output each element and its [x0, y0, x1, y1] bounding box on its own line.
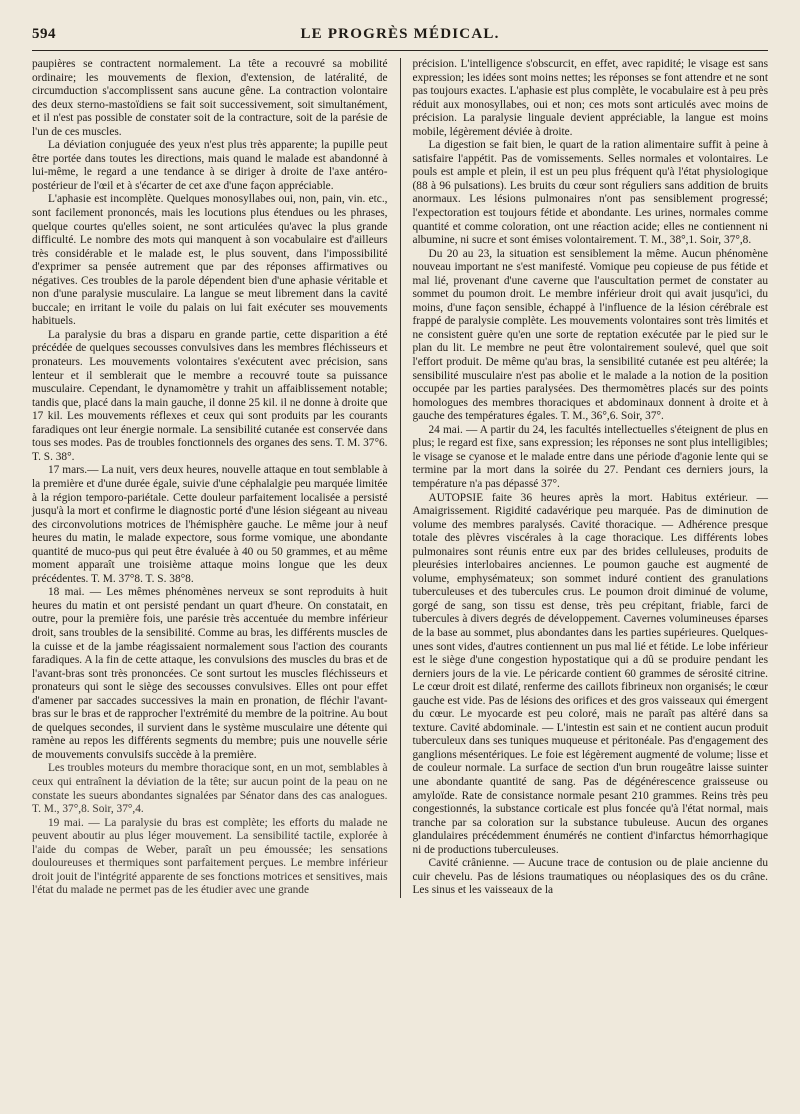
- paragraph: Les troubles moteurs du membre thoracique sont, en un mot, semblables à ceux qui entraînent la déviation de la tête; sur aucun point de la peau on ne constate les sueurs abondantes signalées par Sénator dans des cas analogues. T. M., 37°,8. Soir, 37°,4.: [32, 762, 388, 816]
- running-title: LE PROGRÈS MÉDICAL.: [300, 26, 500, 42]
- paragraph: 19 mai. — La paralysie du bras est complète; les efforts du malade ne peuvent aboutir au plus léger mouvement. La sensibilité tactile, explorée à l'aide du compas de Weber, paraît un peu émoussée; les sensations douloureuses et thermiques sont parfaitement perçues. Le membre inférieur droit jouit de l'intégrité apparente de ses fonctions motrices et sensitives, mais l'état du malade ne permet pas de les étudier avec une grande: [32, 816, 388, 897]
- paragraph: 18 mai. — Les mêmes phénomènes nerveux se sont reproduits à huit heures du matin et ont persisté pendant un quart d'heure. On constatait, en outre, pour la première fois, une parésie très accentuée du membre inférieur droit, sans troubles de la sensibilité. Comme au bras, les différents muscles de la cuisse et de la jambe réagissaient normalement sous l'action des courants faradiques. A la fin de cette attaque, les convulsions des muscles du bras et de l'avant-bras sont très prononcées. Ce sont surtout les muscles fléchisseurs et pronateurs qui sont le siège des secousses convulsives. Elles ont pour effet d'amener par saccades successives la main en pronation, de fléchir l'avant-bras sur le bras et de rapprocher l'extrémité du membre de la poitrine. Au bout de quelques secondes, il survient dans le système musculaire une détente qui ramène au repos les différents segments du membre; puis une nouvelle série de mouvements convulsifs succède à la première.: [32, 586, 388, 761]
- paragraph: L'aphasie est incomplète. Quelques monosyllabes oui, non, pain, vin. etc., sont facilement prononcés, mais les locutions plus étendues ou les phrases, quelque courtes qu'elles soient, ne sont articulées qu'avec la plus grande difficulté. Le nombre des mots qui manquent à son vocabulaire est d'ailleurs très considérable et le malade est, le plus souvent, dans l'impossibilité d'exprimer sa pensée autrement que par des réponses affirmatives ou négatives. Ces troubles de la parole dépendent bien d'une aphasie véritable et non d'une paralysie musculaire. La langue se meut librement dans la cavité buccale; en irritant le voile du palais on lui fait exécuter ses mouvements habituels.: [32, 193, 388, 328]
- paragraph: La déviation conjuguée des yeux n'est plus très apparente; la pupille peut être portée dans toutes les directions, mais quand le malade est abandonné à lui-même, le regard a une tendance à se diriger à droite de l'axe antéro-postérieur de l'œil et à s'écarter de cet axe d'une façon appréciable.: [32, 139, 388, 192]
- left-column: [32, 58, 388, 898]
- paragraph: 17 mars.— La nuit, vers deux heures, nouvelle attaque en tout semblable à la première et d'une durée égale, suivie d'une céphalalgie peu marquée limitée à la région temporo-pariétale. Cette douleur parfaitement localisée a persisté jusqu'à la mort et confirme le diagnostic porté d'une lésion siégeant au niveau des circonvolutions motrices de l'hémisphère gauche. Le même jour à neuf heures du matin, le malade expectore, sous forme vomique, une abondante quantité de muco-pus qui peut être évaluée à 40 ou 50 grammes, et au même moment apparaît une troisième attaque moins longue que les deux précédentes. T. M. 37°8. T. S. 38°8.: [32, 464, 388, 585]
- paragraph: précision. L'intelligence s'obscurcit, en effet, avec rapidité; le visage est sans expression; les idées sont moins nettes; les réponses se font attendre et ne sont pas toujours exactes. L'aphasie est plus complète, le vocabulaire est à peu près réduit aux monosyllabes, oui et non; ces mots sont articulés avec moins de précision. La paralysie linguale devient appréciable, la langue est moins mobile, légèrement déviée à droite.: [412, 58, 768, 138]
- column-divider: [400, 58, 401, 898]
- text-columns: [32, 58, 768, 898]
- paragraph: 24 mai. — A partir du 24, les facultés intellectuelles s'éteignent de plus en plus; le regard est fixe, sans expression; les réponses ne sont plus intelligibles; le visage se cyanose et le malade entre dans une période d'agonie lente qui se termine par la mort dans la soirée du 27. Pendant ces derniers jours, la température n'a pas dépassé 37°.: [412, 423, 768, 490]
- page-header: [32, 26, 768, 51]
- paragraph: paupières se contractent normalement. La tête a recouvré sa mobilité ordinaire; les mouvements de flexion, d'extension, de latéralité, de circumduction s'accomplissent sans aucune gêne. La contraction volontaire des deux sterno-mastoïdiens se fait soit successivement, soit simultanément, et il n'est pas possible de constater soit de la contracture, soit de la parésie de l'un de ces muscles.: [32, 58, 388, 138]
- page-number: 594: [32, 26, 56, 42]
- right-column: [413, 58, 769, 898]
- paragraph: La paralysie du bras a disparu en grande partie, cette disparition a été précédée de quelques secousses convulsives dans les membres fléchisseurs et pronateurs. Les mouvements volontaires s'exécutent avec précision, sans lenteur et il semblerait que le membre a recouvré toute sa puissance musculaire. Cependant, le dynamomètre y trahit un affaiblissement notable; tandis que, placé dans la main gauche, il donne 25 kil. il ne donne à droite que 17 kil. Les mouvements réflexes et ceux qui sont produits par les courants faradiques ont leur énergie normale. La sensibilité cutanée est conservée dans tous ses modes. Pas de troubles fonctionnels des organes des sens. T. M. 37°6. T. S. 38°.: [32, 328, 388, 463]
- paragraph: La digestion se fait bien, le quart de la ration alimentaire suffit à peine à satisfaire l'appétit. Pas de vomissements. Selles normales et volontaires. Le pouls est ample et plein, il est un peu plus fréquent qu'à l'état physiologique (88 à 96 pulsations). Les bruits du cœur sont réguliers sans addition de bruits anormaux. Les lésions pulmonaires n'ont pas sensiblement progressé; l'expectoration est toujours fétide et abondante. Les urines, normales comme quantité et comme coloration, ont une réaction acide; elles ne contiennent ni albumine, ni sucre et sont émises volontairement. T. M., 38°,1. Soir, 37°,8.: [412, 139, 768, 247]
- paragraph: Cavité crânienne. — Aucune trace de contusion ou de plaie ancienne du cuir chevelu. Pas de lésions traumatiques ou néoplasiques des os du crâne. Les sinus et les vaisseaux de la: [412, 857, 768, 897]
- paragraph: Du 20 au 23, la situation est sensiblement la même. Aucun phénomène nouveau important ne s'est manifesté. Vomique peu copieuse de pus fétide et mal lié, provenant d'une caverne que l'auscultation permet de constater au sommet du poumon droit. Le membre inférieur droit qui avait jusqu'ici, du moins, d'une façon sensible, échappé à l'influence de la lésion cérébrale est frappé de paralysie complète. Les mouvements volontaires sont très limités et ne consistent guère qu'en une sorte de reptation exécutée par le pied sur le plan du lit. Le membre ne peut être volontairement soulevé, quel que soit l'effort produit. De même qu'au bras, la sensibilité cutanée est peu altérée; la sensibilité musculaire n'est pas abolie et le malade a la notion de la position occupée par les parties paralysées. Des thermomètres placés sur des points homologues des membres thoraciques et abdominaux donnent à droite et à gauche des températures égales. T. M., 36°,6. Soir, 37°.: [412, 247, 768, 423]
- paragraph: AUTOPSIE faite 36 heures après la mort. Habitus extérieur. — Amaigrissement. Rigidité cadavérique peu marquée. Pas de diminution de volume des membres paralysés. Cavité thoracique. — Adhérence presque totale des plèvres viscérales à la cage thoracique. Les différents lobes pulmonaires sont réunis entre eux par des brides celluleuses, produits de pleurésies interlobaires anciennes. Le poumon gauche est augmenté de volume, emphysémateux; son sommet induré contient des granulations tuberculeuses et des tubercules crus. Le poumon droit diminué de volume, gorgé de sang, son tissu est dense, très peu crépitant, friable, farci de tubercules à divers degrés de développement. Cavernes volumineuses éparses de la base au sommet, plus abondantes dans les parties supérieures. Quelques-unes sont vides, d'autres contiennent un pus mal lié et fétide. Le lobe inférieur est le siège d'une congestion hypostatique qui a dû se produire pendant les derniers jours de la vie. Le péricarde contient 60 grammes de sérosité citrine. Le cœur droit est dilaté, renferme des caillots fibrineux non organisés; le cœur gauche est vide. Pas de lésions des orifices et des gros vaisseaux qui émergent du cœur. Le myocarde est peu coloré, mais ne paraît pas altéré dans sa texture. Cavité abdominale. — L'intestin est sain et ne contient aucun produit tuberculeux dans ses tuniques muqueuse et péritonéale. Pas d'engagement des ganglions mésentériques. Le foie est légèrement augmenté de volume; lisse et de couleur normale. La surface de section d'un brun rougeâtre laisse suinter une abondante quantité de sang. Pas de dégénérescence graisseuse ou amyloïde. Rate de consistance normale pesant 210 grammes. Reins très peu congestionnés, la substance corticale est plus foncée qu'à l'état normal, mais tranche par sa coloration sur la substance tubuleuse. Aucun des organes glandulaires précédemment énumérés ne contient d'infarctus hémorrhagique ni de productions tuberculeuses.: [412, 491, 768, 856]
